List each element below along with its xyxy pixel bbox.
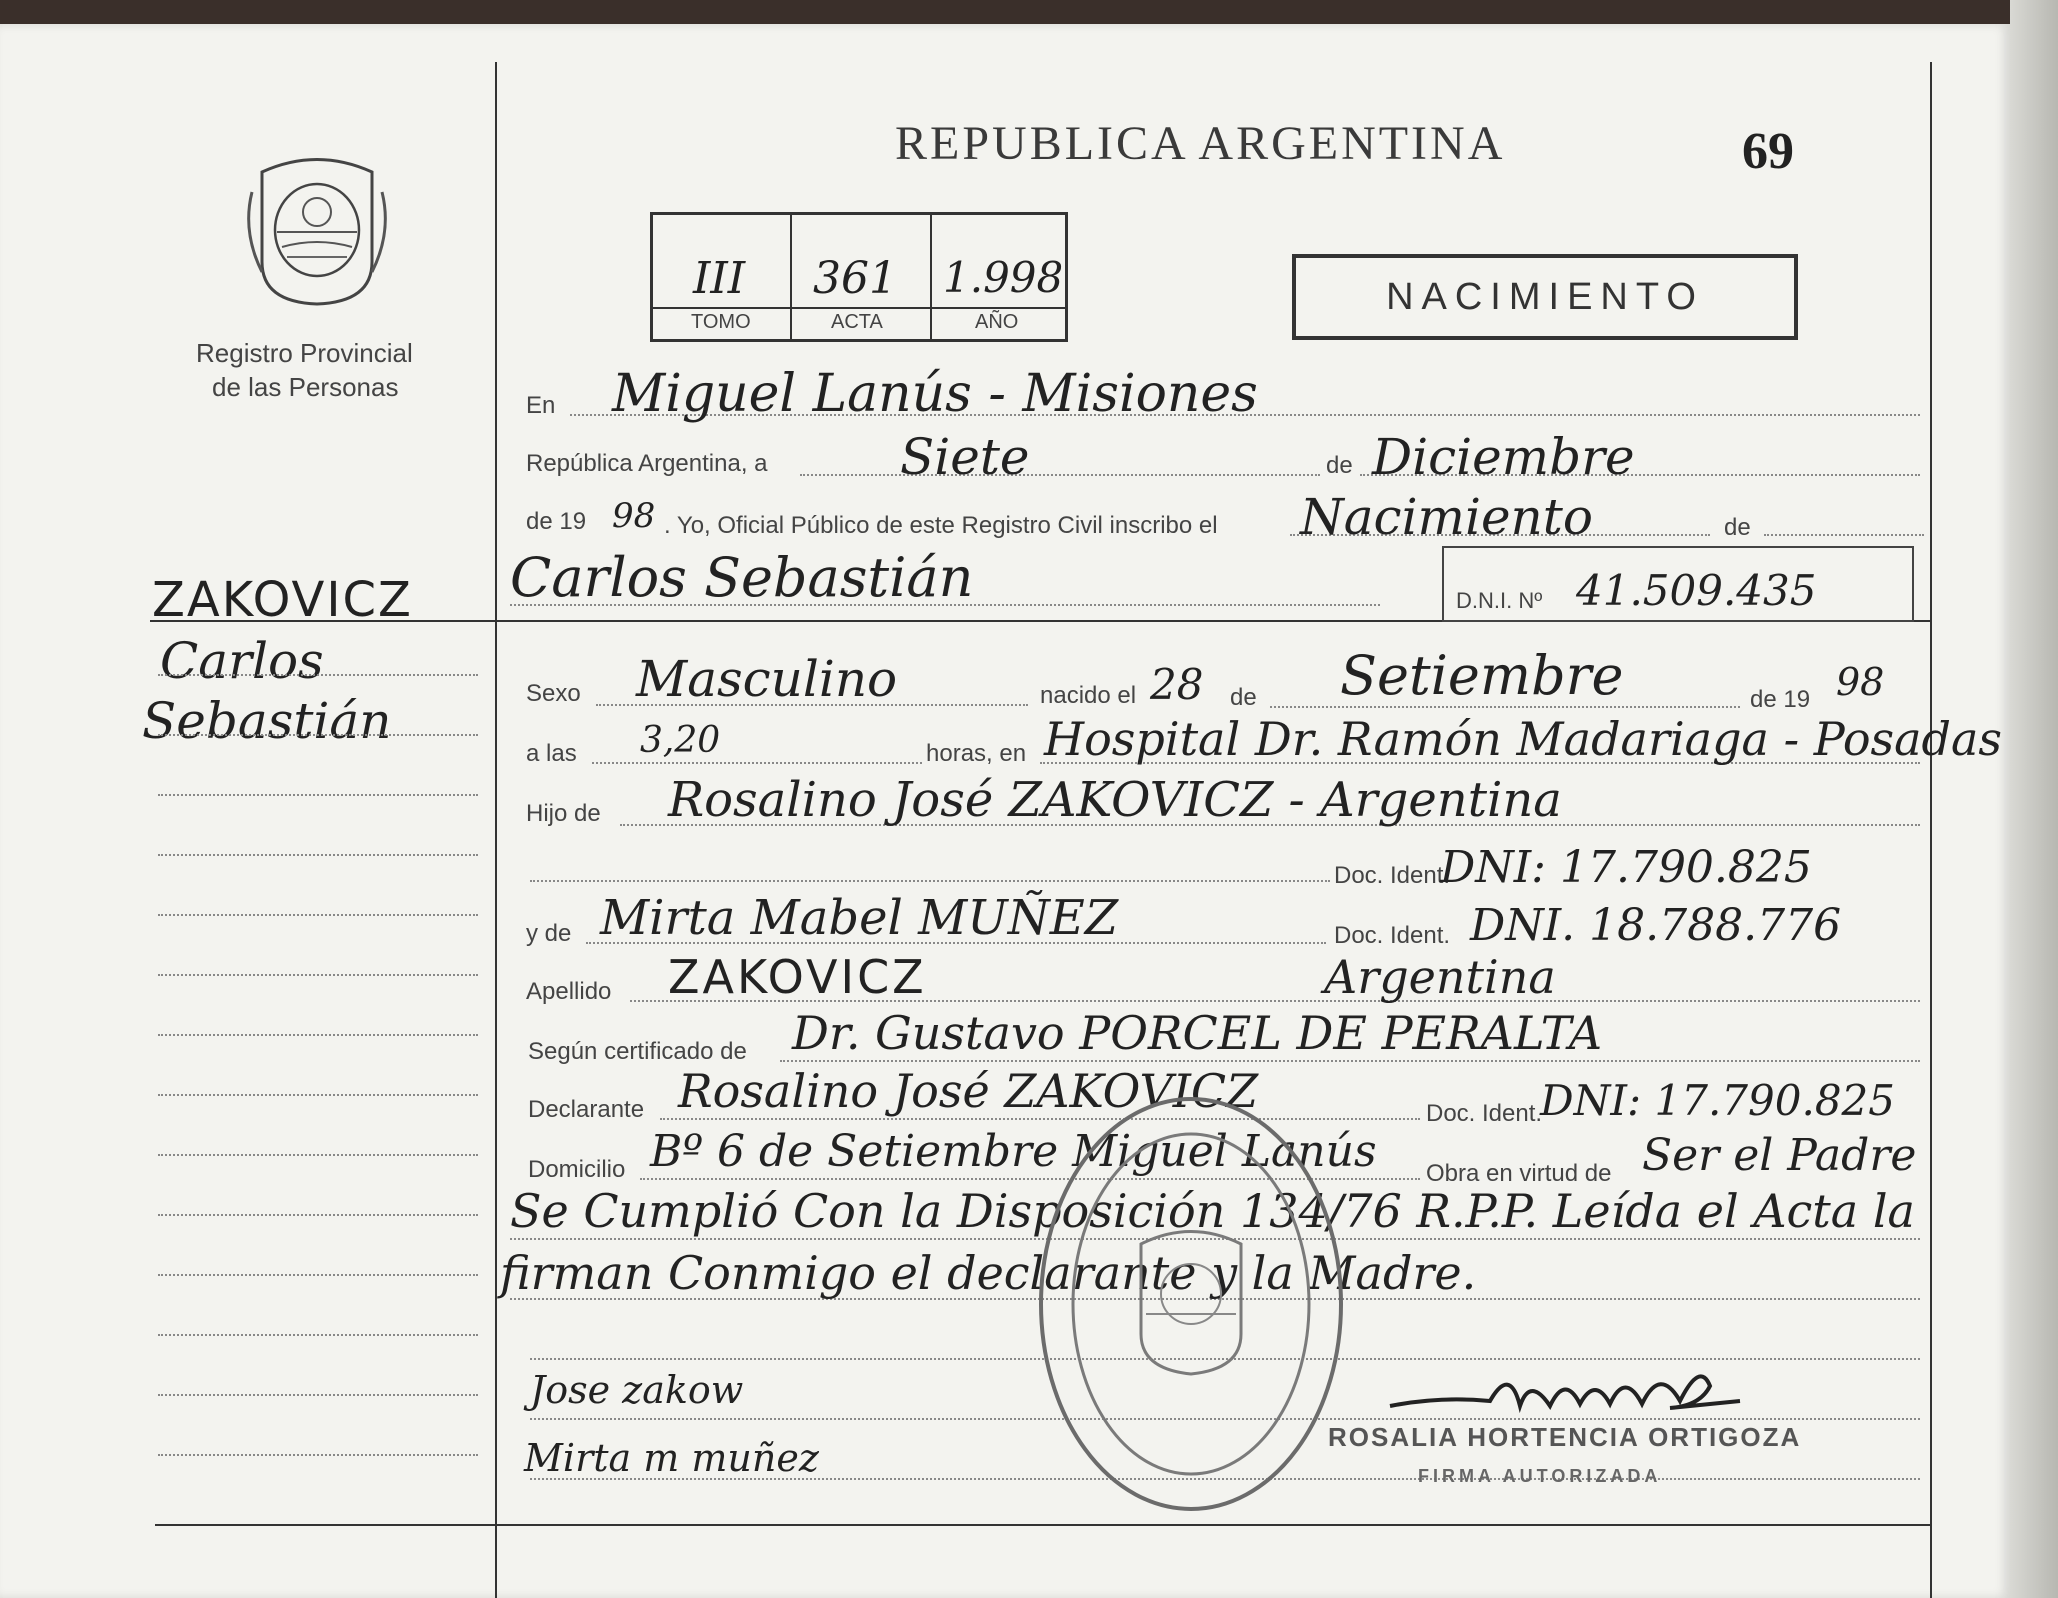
alas-label: a las: [526, 740, 577, 767]
page-edge: [2010, 0, 2058, 1598]
page-number: 69: [1742, 123, 1794, 180]
republica-label: República Argentina, a: [526, 450, 768, 477]
coat-of-arms-icon: [242, 152, 392, 310]
ano-value: 1.998: [943, 253, 1064, 302]
observation-line1: Se Cumplió Con la Disposición 134/76 R.P.P. Leída el Acta la: [510, 1184, 1915, 1238]
padre-doc-label: Doc. Ident.: [1334, 862, 1451, 889]
de-label-3: de: [1230, 684, 1257, 711]
madre-doc-label: Doc. Ident.: [1334, 922, 1451, 949]
sexo-label: Sexo: [526, 680, 581, 707]
apellido-label: Apellido: [526, 978, 612, 1005]
record-number-box: [650, 212, 1068, 342]
domicilio-label: Domicilio: [528, 1156, 626, 1183]
obra-label: Obra en virtud de: [1426, 1160, 1612, 1187]
signature-declarante: Jose zakow: [530, 1368, 744, 1412]
margin-surname: ZAKOVICZ: [152, 572, 413, 628]
child-name: Carlos Sebastián: [510, 546, 974, 609]
apellido-value: ZAKOVICZ: [668, 950, 927, 1004]
observation-line2: firman Conmigo el declarante y la Madre.: [500, 1246, 1477, 1300]
inscribo-value: Nacimiento: [1300, 488, 1593, 546]
doc-type-label: NACIMIENTO: [1386, 276, 1704, 318]
padre-doc-value: DNI: 17.790.825: [1440, 842, 1812, 893]
domicilio-value: Bº 6 de Setiembre Miguel Lanús: [650, 1126, 1377, 1177]
official-signature-scribble: [1380, 1346, 1760, 1426]
segun-label: Según certificado de: [528, 1038, 747, 1065]
year-prefix: de 19: [526, 508, 587, 535]
hora-value: 3,20: [640, 720, 721, 761]
de-label-2: de: [1724, 514, 1751, 541]
ano-label: AÑO: [975, 311, 1019, 333]
registry-name-line1: Registro Provincial: [196, 338, 413, 368]
madre-value: Mirta Mabel MUÑEZ: [600, 890, 1119, 946]
yde-label: y de: [526, 920, 572, 947]
de19-label: de 19: [1750, 686, 1811, 713]
certificado-value: Dr. Gustavo PORCEL DE PERALTA: [792, 1006, 1603, 1060]
padre-value: Rosalino José ZAKOVICZ - Argentina: [668, 772, 1562, 828]
day-value: Siete: [900, 428, 1030, 486]
official-title: FIRMA AUTORIZADA: [1418, 1466, 1662, 1486]
right-border: [1930, 62, 1932, 1598]
official-stamp-icon: [1036, 1094, 1346, 1514]
hijo-label: Hijo de: [526, 800, 601, 827]
year-value: 98: [612, 496, 656, 536]
declarante-doc-label: Doc. Ident.: [1426, 1100, 1543, 1127]
dni-label: D.N.I. Nº: [1456, 588, 1543, 613]
official-name: ROSALIA HORTENCIA ORTIGOZA: [1328, 1422, 1802, 1452]
yo-label: . Yo, Oficial Público de este Registro Civil inscribo el: [664, 512, 1218, 539]
signature-madre: Mirta m muñez: [524, 1436, 819, 1480]
official-stamp: [1036, 1094, 1346, 1514]
birth-day: 28: [1150, 660, 1204, 709]
declarante-doc-value: DNI: 17.790.825: [1540, 1076, 1895, 1125]
registry-name-line2: de las Personas: [212, 372, 399, 402]
declarante-label: Declarante: [528, 1096, 645, 1123]
lugar-value: Hospital Dr. Ramón Madariaga - Posadas: [1044, 712, 2003, 766]
registry-seal: [242, 152, 392, 310]
tomo-value: III: [693, 253, 746, 304]
birth-year: 98: [1836, 660, 1885, 704]
acta-value: 361: [813, 253, 897, 304]
de-label: de: [1326, 452, 1353, 479]
tomo-label: TOMO: [691, 311, 751, 333]
sexo-value: Masculino: [636, 650, 898, 708]
dni-value: 41.509.435: [1576, 566, 1817, 615]
declarante-value: Rosalino José ZAKOVICZ: [678, 1064, 1259, 1118]
doc-type-box: [1292, 254, 1798, 340]
margin-name2: Sebastián: [142, 692, 392, 750]
certificate-sheet: [0, 24, 2010, 1598]
birth-month: Setiembre: [1340, 644, 1624, 707]
obra-value: Ser el Padre: [1642, 1130, 1917, 1181]
acta-label: ACTA: [831, 311, 883, 333]
en-value: Miguel Lanús - Misiones: [612, 364, 1258, 424]
madre-nacionalidad: Argentina: [1324, 950, 1556, 1004]
madre-doc-value: DNI. 18.788.776: [1470, 900, 1842, 951]
left-column-divider: [495, 62, 497, 1598]
bottom-line: [155, 1524, 1932, 1526]
horas-label: horas, en: [926, 740, 1027, 767]
margin-name1: Carlos: [160, 632, 324, 690]
month-value: Diciembre: [1372, 428, 1635, 486]
nacido-label: nacido el: [1040, 682, 1137, 709]
en-label: En: [526, 392, 556, 419]
country-title: REPUBLICA ARGENTINA: [895, 117, 1506, 170]
